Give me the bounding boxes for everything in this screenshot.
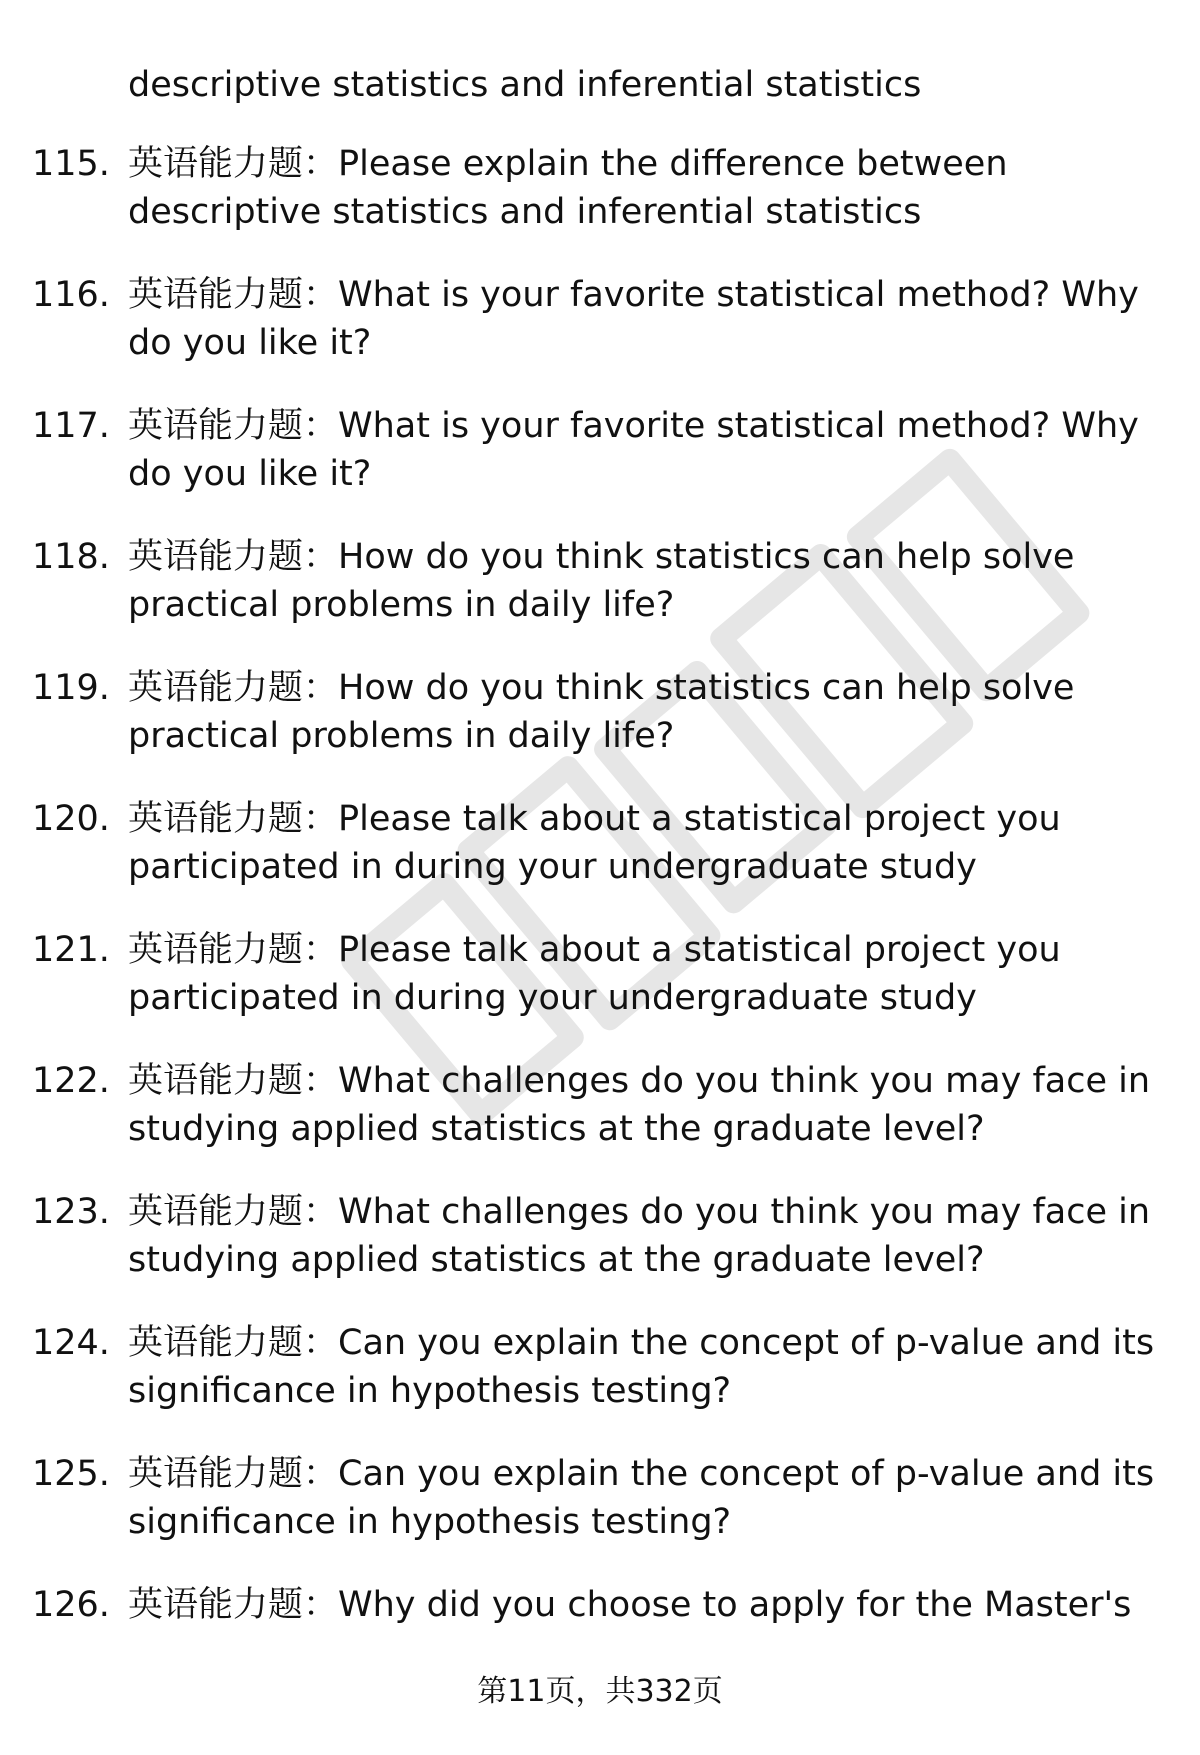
question-line-text: participated in during your undergraduate study [128, 978, 977, 1018]
question-line-text: What challenges do you think you may face in [338, 1192, 1151, 1232]
question-line [128, 926, 1188, 974]
page-footer: 第11页，共332页 [477, 1674, 723, 1709]
question-type-label: 英语能力题： [128, 406, 339, 446]
question-line-text: What challenges do you think you may face in [338, 1061, 1151, 1101]
question-line [128, 533, 1188, 581]
question-line-text: What is your favorite statistical method? Why [338, 406, 1139, 446]
question-line-text: Can you explain the concept of p-value and its [338, 1454, 1155, 1494]
question-item [0, 140, 1200, 236]
question-item [0, 926, 1200, 1022]
question-line-text: Please talk about a statistical project you [338, 930, 1061, 970]
question-line-text: How do you think statistics can help solve [338, 537, 1075, 577]
question-line [128, 402, 1188, 450]
question-line-text: Can you explain the concept of p-value and its [338, 1323, 1155, 1363]
question-type-label: 英语能力题： [128, 799, 339, 839]
question-line [128, 664, 1188, 712]
question-line [128, 1105, 1188, 1153]
question-item [0, 1057, 1200, 1153]
question-number: 116. [32, 275, 110, 315]
question-text [128, 795, 1188, 891]
question-text [128, 664, 1188, 760]
question-line [128, 319, 1188, 367]
question-number: 125. [32, 1454, 110, 1494]
question-number: 124. [32, 1323, 110, 1363]
question-number: 115. [32, 144, 110, 184]
question-type-label: 英语能力题： [128, 144, 339, 184]
question-item [0, 795, 1200, 891]
question-line-text: participated in during your undergraduate study [128, 847, 977, 887]
question-number: 126. [32, 1585, 110, 1625]
question-line-text: What is your favorite statistical method? Why [338, 275, 1139, 315]
question-line [128, 1057, 1188, 1105]
question-line [128, 712, 1188, 760]
question-type-label: 英语能力题： [128, 668, 339, 708]
question-text [128, 402, 1188, 498]
question-type-label: 英语能力题： [128, 1192, 339, 1232]
question-line-text: do you like it? [128, 454, 372, 494]
question-line [128, 140, 1188, 188]
question-number: 117. [32, 406, 110, 446]
question-type-label: 英语能力题： [128, 1585, 339, 1625]
question-type-label: 英语能力题： [128, 537, 339, 577]
question-line [128, 581, 1188, 629]
question-line [128, 1581, 1188, 1629]
question-text [128, 1581, 1188, 1629]
question-item [0, 1450, 1200, 1546]
question-line-text: Please explain the difference between [338, 144, 1008, 184]
question-line-text: practical problems in daily life? [128, 716, 675, 756]
question-type-label: 英语能力题： [128, 1454, 339, 1494]
question-text [128, 1450, 1188, 1546]
question-line [128, 974, 1188, 1022]
question-line [128, 843, 1188, 891]
question-line [128, 188, 1188, 236]
question-type-label: 英语能力题： [128, 275, 339, 315]
question-line [128, 1498, 1188, 1546]
question-item [0, 664, 1200, 760]
question-number: 122. [32, 1061, 110, 1101]
question-line-text: significance in hypothesis testing? [128, 1502, 732, 1542]
question-item [0, 1188, 1200, 1284]
question-list [0, 140, 1200, 1712]
question-line-text: do you like it? [128, 323, 372, 363]
question-item [0, 271, 1200, 367]
question-type-label: 英语能力题： [128, 1061, 339, 1101]
question-number: 118. [32, 537, 110, 577]
question-text [128, 1319, 1188, 1415]
question-line [128, 450, 1188, 498]
question-line-text: descriptive statistics and inferential statistics [128, 192, 922, 232]
question-item [0, 533, 1200, 629]
question-line-text: Why did you choose to apply for the Master's [338, 1585, 1132, 1625]
question-item [0, 1319, 1200, 1415]
question-text [128, 140, 1188, 236]
question-line-text: significance in hypothesis testing? [128, 1371, 732, 1411]
question-type-label: 英语能力题： [128, 1323, 339, 1363]
question-text [128, 1188, 1188, 1284]
question-line [128, 1367, 1188, 1415]
continuation-line: descriptive statistics and inferential statistics [128, 65, 922, 105]
question-line [128, 795, 1188, 843]
question-number: 120. [32, 799, 110, 839]
question-text [128, 926, 1188, 1022]
question-line [128, 1188, 1188, 1236]
question-item [0, 1581, 1200, 1677]
question-text [128, 1057, 1188, 1153]
question-line [128, 271, 1188, 319]
question-number: 119. [32, 668, 110, 708]
question-line [128, 1319, 1188, 1367]
question-type-label: 英语能力题： [128, 930, 339, 970]
question-line-text: studying applied statistics at the graduate level? [128, 1109, 985, 1149]
question-number: 123. [32, 1192, 110, 1232]
question-text [128, 533, 1188, 629]
question-line-text: practical problems in daily life? [128, 585, 675, 625]
question-line-text: How do you think statistics can help solve [338, 668, 1075, 708]
question-line [128, 1450, 1188, 1498]
question-line-text: Please talk about a statistical project you [338, 799, 1061, 839]
question-line-text: studying applied statistics at the graduate level? [128, 1240, 985, 1280]
question-number: 121. [32, 930, 110, 970]
question-item [0, 402, 1200, 498]
question-line [128, 1236, 1188, 1284]
question-text [128, 271, 1188, 367]
